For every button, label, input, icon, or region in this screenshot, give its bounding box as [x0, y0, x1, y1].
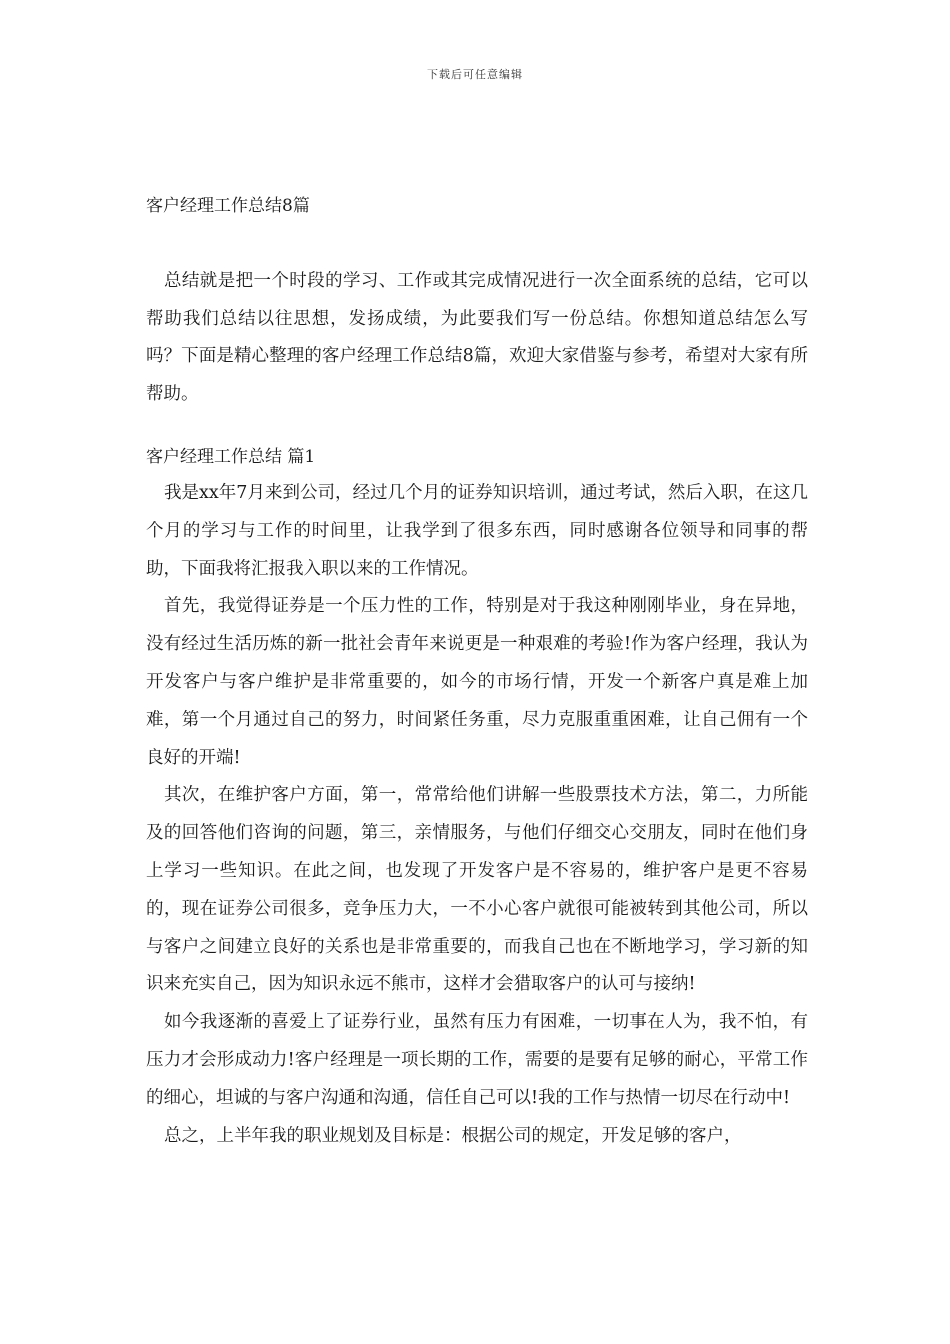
section-body [146, 475, 808, 1155]
body-paragraph: 首先，我觉得证券是一个压力性的工作，特别是对于我这种刚刚毕业，身在异地，没有经过生活历炼的新一批社会青年来说更是一种艰难的考验!作为客户经理，我认为开发客户与客户维护是非常重要的，如今的市场行情，开发一个新客户真是难上加难，第一个月通过自己的努力，时间紧任务重，尽力克服重重困难，让自己佣有一个良好的开端! [146, 596, 808, 768]
body-paragraph: 其次，在维护客户方面，第一，常常给他们讲解一些股票技术方法，第二，力所能及的回答他们咨询的问题，第三，亲情服务，与他们仔细交心交朋友，同时在他们身上学习一些知识。在此之间，也发现了开发客户是不容易的，维护客户是更不容易的，现在证券公司很多，竞争压力大，一不小心客户就很可能被转到其他公司，所以与客户之间建立良好的关系也是非常重要的，而我自己也在不断地学习，学习新的知识来充实自己，因为知识永远不熊市，这样才会猎取客户的认可与接纳! [146, 785, 808, 995]
intro-paragraph: 总结就是把一个时段的学习、工作或其完成情况进行一次全面系统的总结，它可以帮助我们总结以往思想，发扬成绩，为此要我们写一份总结。你想知道总结怎么写吗？下面是精心整理的客户经理工作总结8篇，欢迎大家借鉴与参考，希望对大家有所帮助。 [146, 271, 808, 404]
body-paragraph: 如今我逐渐的喜爱上了证券行业，虽然有压力有困难，一切事在人为，我不怕，有压力才会形成动力!客户经理是一项长期的工作，需要的是要有足够的耐心，平常工作的细心，坦诚的与客户沟通和沟通，信任自己可以!我的工作与热情一切尽在行动中! [146, 1012, 808, 1108]
document-title: 客户经理工作总结8篇 [146, 196, 310, 216]
body-paragraph: 我是xx年7月来到公司，经过几个月的证券知识培训，通过考试，然后入职，在这几个月的学习与工作的时间里，让我学到了很多东西，同时感谢各位领导和同事的帮助，下面我将汇报我入职以来的工作情况。 [146, 483, 808, 579]
body-paragraph: 总之，上半年我的职业规划及目标是：根据公司的规定，开发足够的客户， [164, 1125, 742, 1146]
header-note: 下载后可任意编辑 [427, 68, 523, 81]
section-title: 客户经理工作总结 篇1 [146, 447, 316, 467]
